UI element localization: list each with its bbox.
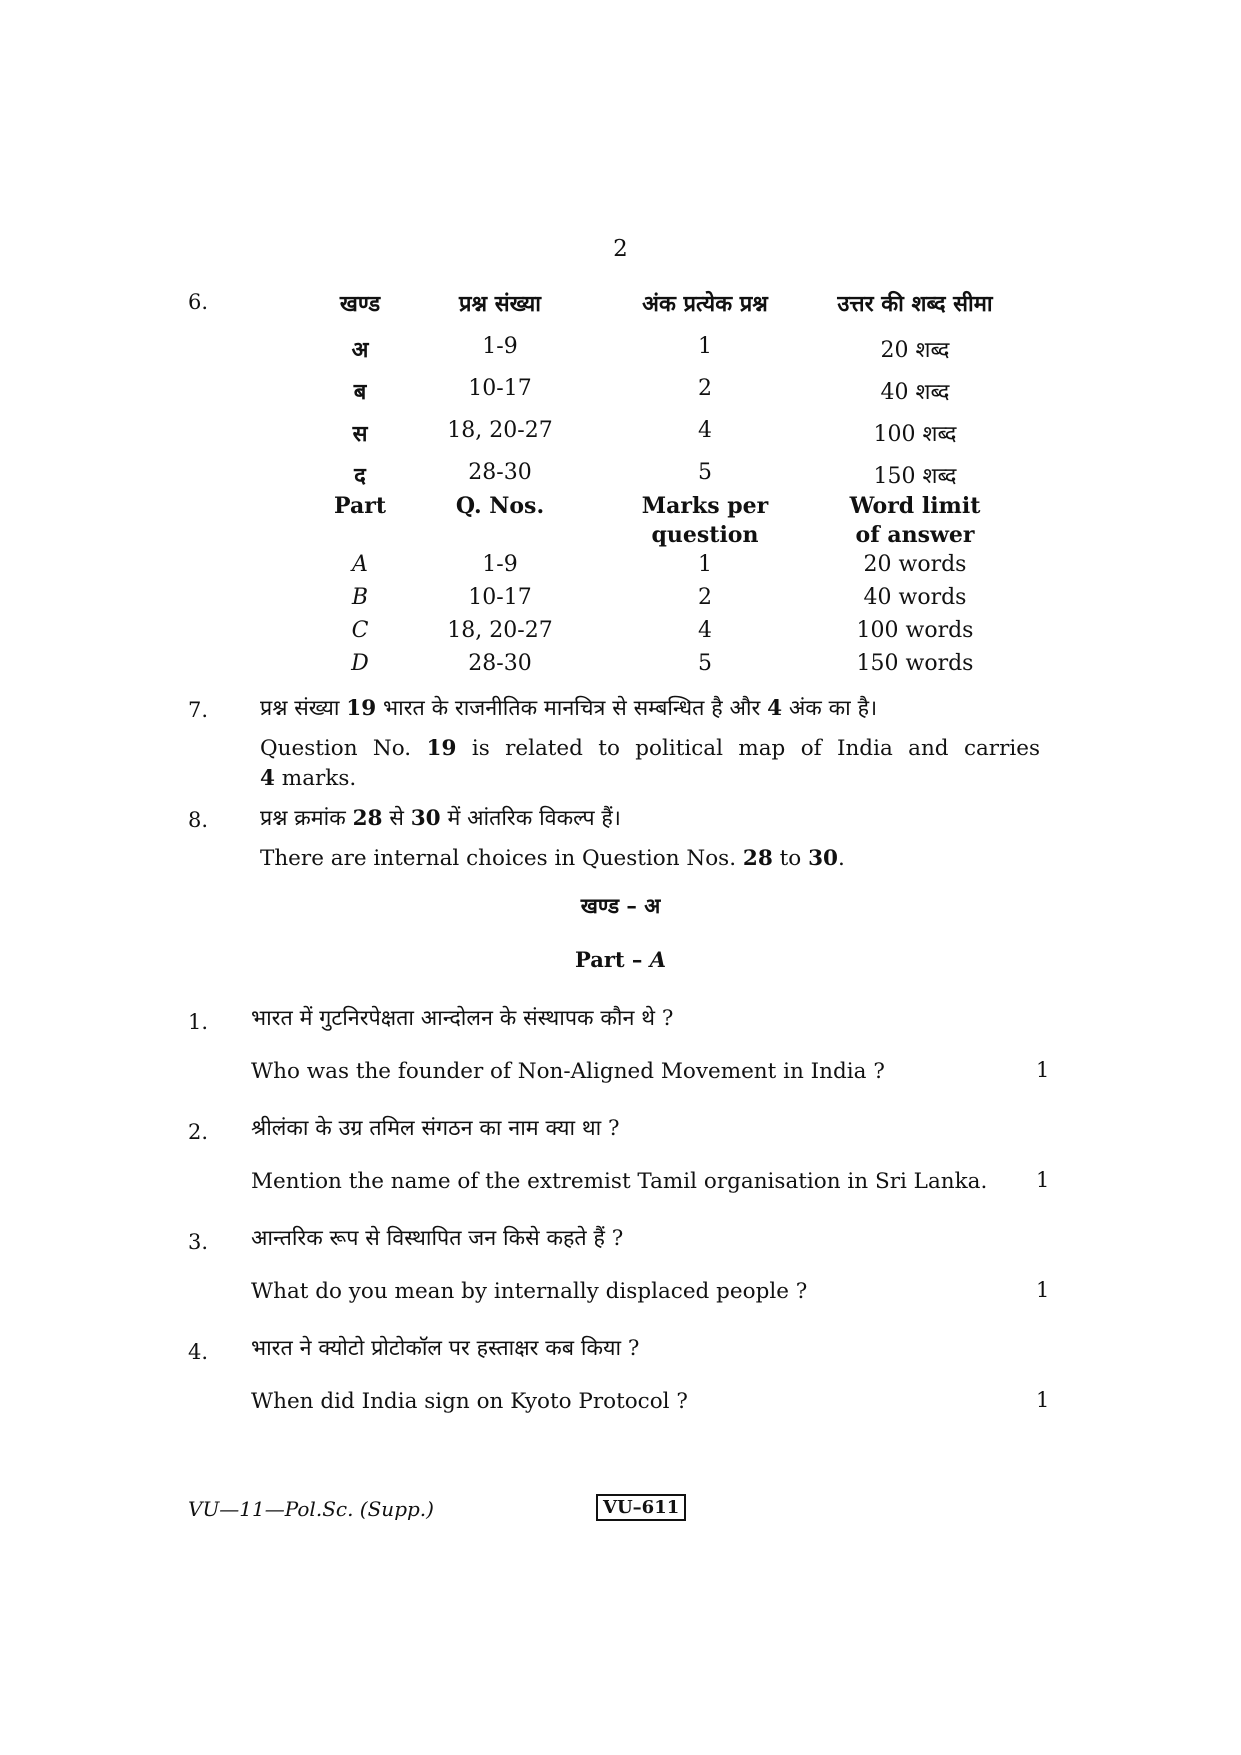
question-marks: 1 [1036, 1278, 1050, 1302]
item-8-number: 8. [188, 808, 209, 832]
hindi-row-qnos: 28-30 [468, 460, 532, 485]
text-run: से [382, 806, 411, 831]
text-run: भारत के राजनीतिक मानचित्र से सम्बन्धित है और [376, 696, 768, 721]
page-number: 2 [613, 236, 628, 262]
bold-run: 4 [260, 766, 275, 791]
english-header-marks [620, 492, 790, 550]
english-row-part: D [351, 651, 369, 676]
question-marks: 1 [1036, 1388, 1050, 1412]
question-english: Who was the founder of Non-Aligned Movement in India ? [251, 1059, 885, 1084]
question-english: When did India sign on Kyoto Protocol ? [251, 1389, 688, 1414]
hindi-header-marks: अंक प्रत्येक प्रश्न [642, 291, 768, 317]
hindi-row-wordlimit: 20 शब्द [880, 338, 950, 363]
item-8-hindi [260, 803, 1040, 834]
text-run: में आंतरिक विकल्प हैं। [440, 806, 621, 831]
english-row-wordlimit: 20 words [863, 552, 967, 577]
question-number: 1. [188, 1010, 209, 1034]
english-row-part: A [352, 552, 368, 577]
italic-run: A [649, 947, 667, 972]
text-run: अंक का है। [782, 696, 878, 721]
english-row-qnos: 1-9 [482, 552, 518, 577]
english-row-marks: 2 [698, 585, 712, 610]
english-header-wordlimit-line1: Word limit [849, 493, 981, 519]
english-row-marks: 1 [698, 552, 712, 577]
text-run: to [772, 846, 809, 871]
question-marks: 1 [1036, 1168, 1050, 1192]
item-6-number: 6. [188, 290, 209, 314]
english-row-wordlimit: 150 words [856, 651, 974, 676]
bold-run: 30 [410, 806, 441, 831]
english-header-qnos [420, 492, 580, 521]
text-run: marks. [274, 766, 357, 791]
hindi-row-marks: 2 [698, 376, 712, 401]
hindi-row-wordlimit: 40 शब्द [880, 380, 950, 405]
text-run: Question No. [260, 736, 427, 761]
text-run: प्रश्न संख्या [260, 696, 347, 721]
hindi-header-wordlimit: उत्तर की शब्द सीमा [837, 291, 993, 317]
footer-paper-id: VU—11—Pol.Sc. (Supp.) [188, 1497, 434, 1521]
bold-run: 28 [742, 846, 773, 871]
question-hindi: भारत में गुटनिरपेक्षता आन्दोलन के संस्थापक कौन थे ? [251, 1006, 674, 1031]
question-number: 3. [188, 1230, 209, 1254]
english-row-part: B [351, 585, 369, 610]
english-header-part [290, 492, 430, 521]
hindi-row-part: ब [353, 379, 367, 405]
english-header-wordlimit-line2: of answer [855, 522, 975, 548]
hindi-row-wordlimit: 100 शब्द [873, 422, 957, 447]
item-7-hindi [260, 693, 1040, 724]
hindi-row-part: अ [351, 337, 369, 363]
hindi-row-marks: 5 [698, 460, 712, 485]
hindi-row-part: स [352, 421, 368, 447]
text-run: . [837, 846, 845, 871]
hindi-row-marks: 1 [698, 334, 712, 359]
question-english: Mention the name of the extremist Tamil organisation in Sri Lanka. [251, 1169, 988, 1194]
question-hindi: भारत ने क्योटो प्रोटोकॉल पर हस्ताक्षर कब किया ? [251, 1336, 640, 1361]
item-7-number: 7. [188, 698, 209, 722]
english-row-marks: 4 [698, 618, 712, 643]
item-8-english [260, 843, 1040, 874]
bold-run: 28 [352, 806, 383, 831]
hindi-row-marks: 4 [698, 418, 712, 443]
bold-run: 19 [426, 736, 457, 761]
text-run: Part – [574, 947, 650, 972]
question-number: 2. [188, 1120, 209, 1144]
question-number: 4. [188, 1340, 209, 1364]
text-run: There are internal choices in Question Nos. [260, 846, 743, 871]
question-english: What do you mean by internally displaced people ? [251, 1279, 808, 1304]
bold-run: 4 [767, 696, 783, 721]
english-header-wordlimit [815, 492, 1015, 550]
hindi-row-part: द [354, 463, 366, 489]
english-header-part-line1: Part [334, 493, 386, 519]
question-marks: 1 [1036, 1058, 1050, 1082]
hindi-row-qnos: 18, 20-27 [447, 418, 553, 443]
section-heading-hindi: खण्ड – अ [580, 893, 661, 918]
english-row-qnos: 28-30 [468, 651, 532, 676]
english-header-qnos-line1: Q. Nos. [455, 493, 545, 519]
english-header-marks-line2: question [651, 522, 759, 548]
english-row-wordlimit: 100 words [856, 618, 974, 643]
section-heading-english [0, 947, 1241, 972]
english-row-wordlimit: 40 words [863, 585, 967, 610]
english-row-marks: 5 [698, 651, 712, 676]
bold-run: 30 [808, 846, 838, 871]
item-7-english-line2 [260, 763, 1040, 794]
hindi-header-qnos: प्रश्न संख्या [459, 291, 541, 317]
item-7-english-line1 [260, 733, 1040, 764]
hindi-header-part: खण्ड [339, 291, 381, 317]
text-run: प्रश्न क्रमांक [260, 806, 353, 831]
english-row-qnos: 10-17 [468, 585, 532, 610]
english-row-part: C [351, 618, 369, 643]
hindi-row-qnos: 10-17 [468, 376, 532, 401]
question-hindi: श्रीलंका के उग्र तमिल संगठन का नाम क्या था ? [251, 1116, 620, 1141]
english-header-marks-line1: Marks per [641, 493, 769, 519]
hindi-row-wordlimit: 150 शब्द [873, 464, 957, 489]
english-row-qnos: 18, 20-27 [447, 618, 553, 643]
bold-run: 19 [346, 696, 377, 721]
footer-code-box: VU–611 [596, 1494, 686, 1521]
hindi-row-qnos: 1-9 [482, 334, 518, 359]
text-run: is related to political map of India and carries [456, 736, 1040, 761]
question-hindi: आन्तरिक रूप से विस्थापित जन किसे कहते हैं ? [251, 1226, 624, 1251]
